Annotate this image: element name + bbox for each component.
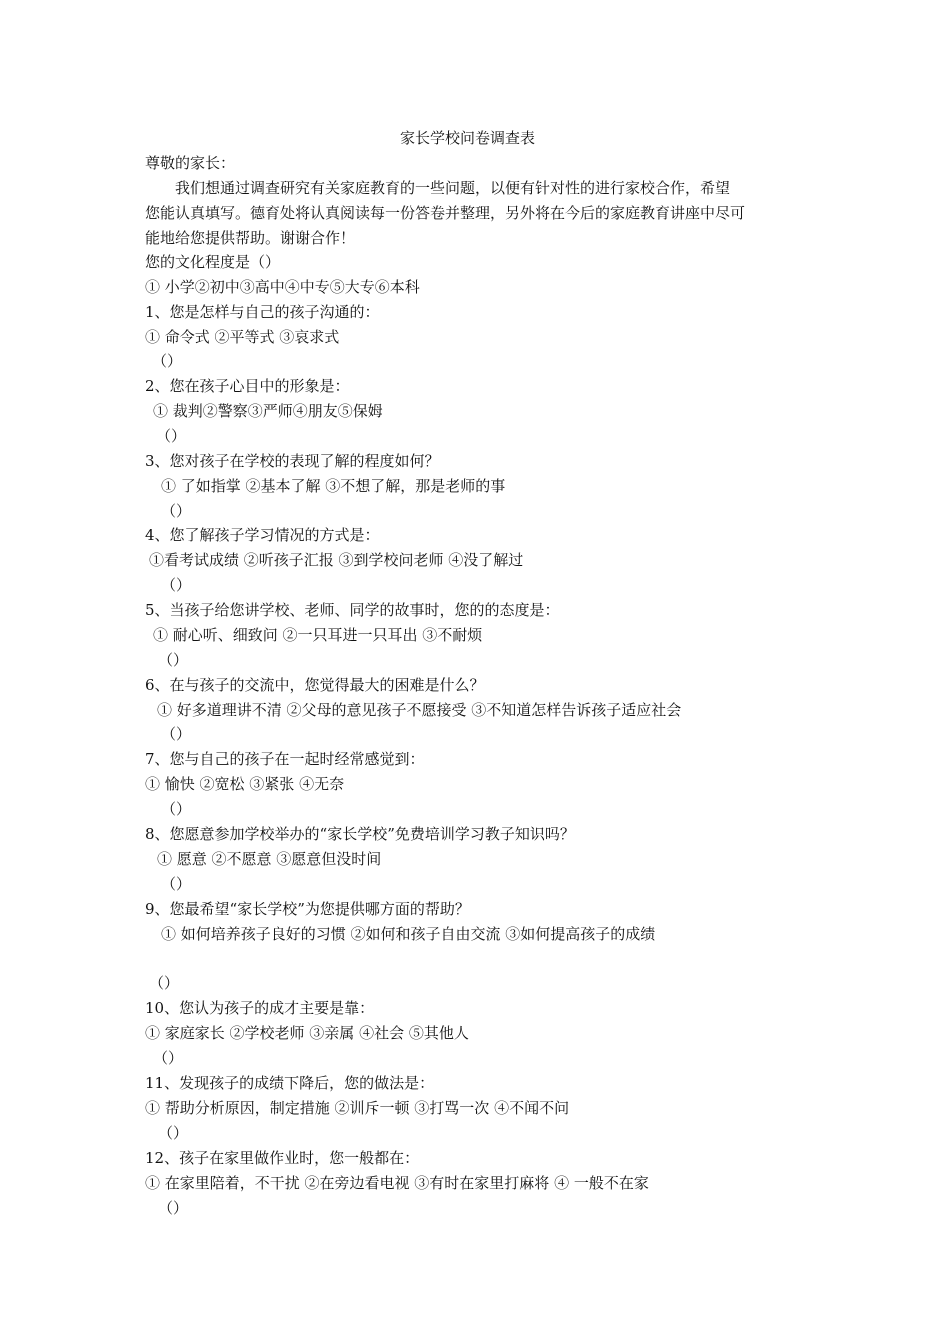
options-5: ① 耐心听、细致问 ②一只耳进一只耳出 ③不耐烦 <box>153 626 483 644</box>
options-8: ① 愿意 ②不愿意 ③愿意但没时间 <box>157 850 382 868</box>
answer-blank-9[interactable]: （） <box>149 974 180 992</box>
answer-blank-1[interactable]: （） <box>152 352 183 370</box>
options-12: ① 在家里陪着，不干扰 ②在旁边看电视 ③有时在家里打麻将 ④ 一般不在家 <box>145 1174 649 1192</box>
question-4: 4、您了解孩子学习情况的方式是： <box>145 526 380 544</box>
intro-line-2: 您能认真填写。德育处将认真阅读每一份答卷并整理，另外将在今后的家庭教育讲座中尽可 <box>145 204 746 222</box>
intro-line-1: 我们想通过调查研究有关家庭教育的一些问题，以便有针对性的进行家校合作，希望 <box>175 179 731 197</box>
options-4: ①看考试成绩 ②听孩子汇报 ③到学校问老师 ④没了解过 <box>149 551 524 569</box>
answer-blank-12[interactable]: （） <box>158 1199 189 1217</box>
options-7: ① 愉快 ②宽松 ③紧张 ④无奈 <box>145 775 345 793</box>
education-question: 您的文化程度是（） <box>145 253 281 271</box>
question-3: 3、您对孩子在学校的表现了解的程度如何？ <box>145 452 440 470</box>
question-1: 1、您是怎样与自己的孩子沟通的： <box>145 303 380 321</box>
question-8: 8、您愿意参加学校举办的“家长学校”免费培训学习教子知识吗？ <box>145 825 575 843</box>
options-2: ① 裁判②警察③严师④朋友⑤保姆 <box>153 402 383 420</box>
answer-blank-4[interactable]: （） <box>161 576 192 594</box>
answer-blank-2[interactable]: （） <box>156 427 187 445</box>
options-6: ① 好多道理讲不清 ②父母的意见孩子不愿接受 ③不知道怎样告诉孩子适应社会 <box>157 701 682 719</box>
options-1: ① 命令式 ②平等式 ③哀求式 <box>145 328 340 346</box>
question-11: 11、发现孩子的成绩下降后，您的做法是： <box>145 1074 435 1092</box>
question-5: 5、当孩子给您讲学校、老师、同学的故事时，您的的态度是： <box>145 601 560 619</box>
page-title: 家长学校问卷调查表 <box>400 129 536 147</box>
salutation: 尊敬的家长： <box>145 154 236 172</box>
answer-blank-6[interactable]: （） <box>161 725 192 743</box>
options-3: ① 了如指掌 ②基本了解 ③不想了解，那是老师的事 <box>161 477 506 495</box>
intro-line-3: 能地给您提供帮助。谢谢合作！ <box>145 229 356 247</box>
answer-blank-10[interactable]: （） <box>153 1049 184 1067</box>
question-2: 2、您在孩子心目中的形象是： <box>145 377 350 395</box>
options-11: ① 帮助分析原因，制定措施 ②训斥一顿 ③打骂一次 ④不闻不问 <box>145 1099 570 1117</box>
question-7: 7、您与自己的孩子在一起时经常感觉到： <box>145 750 425 768</box>
answer-blank-11[interactable]: （） <box>158 1124 189 1142</box>
question-12: 12、孩子在家里做作业时，您一般都在： <box>145 1149 420 1167</box>
question-9: 9、您最希望“家长学校”为您提供哪方面的帮助？ <box>145 900 470 918</box>
answer-blank-3[interactable]: （） <box>161 502 192 520</box>
question-10: 10、您认为孩子的成才主要是靠： <box>145 999 375 1017</box>
options-9: ① 如何培养孩子良好的习惯 ②如何和孩子自由交流 ③如何提高孩子的成绩 <box>161 925 656 943</box>
education-options: ① 小学②初中③高中④中专⑤大专⑥本科 <box>145 278 420 296</box>
answer-blank-5[interactable]: （） <box>158 651 189 669</box>
answer-blank-7[interactable]: （） <box>161 800 192 818</box>
options-10: ① 家庭家长 ②学校老师 ③亲属 ④社会 ⑤其他人 <box>145 1024 469 1042</box>
answer-blank-8[interactable]: （） <box>161 875 192 893</box>
question-6: 6、在与孩子的交流中，您觉得最大的困难是什么？ <box>145 676 485 694</box>
